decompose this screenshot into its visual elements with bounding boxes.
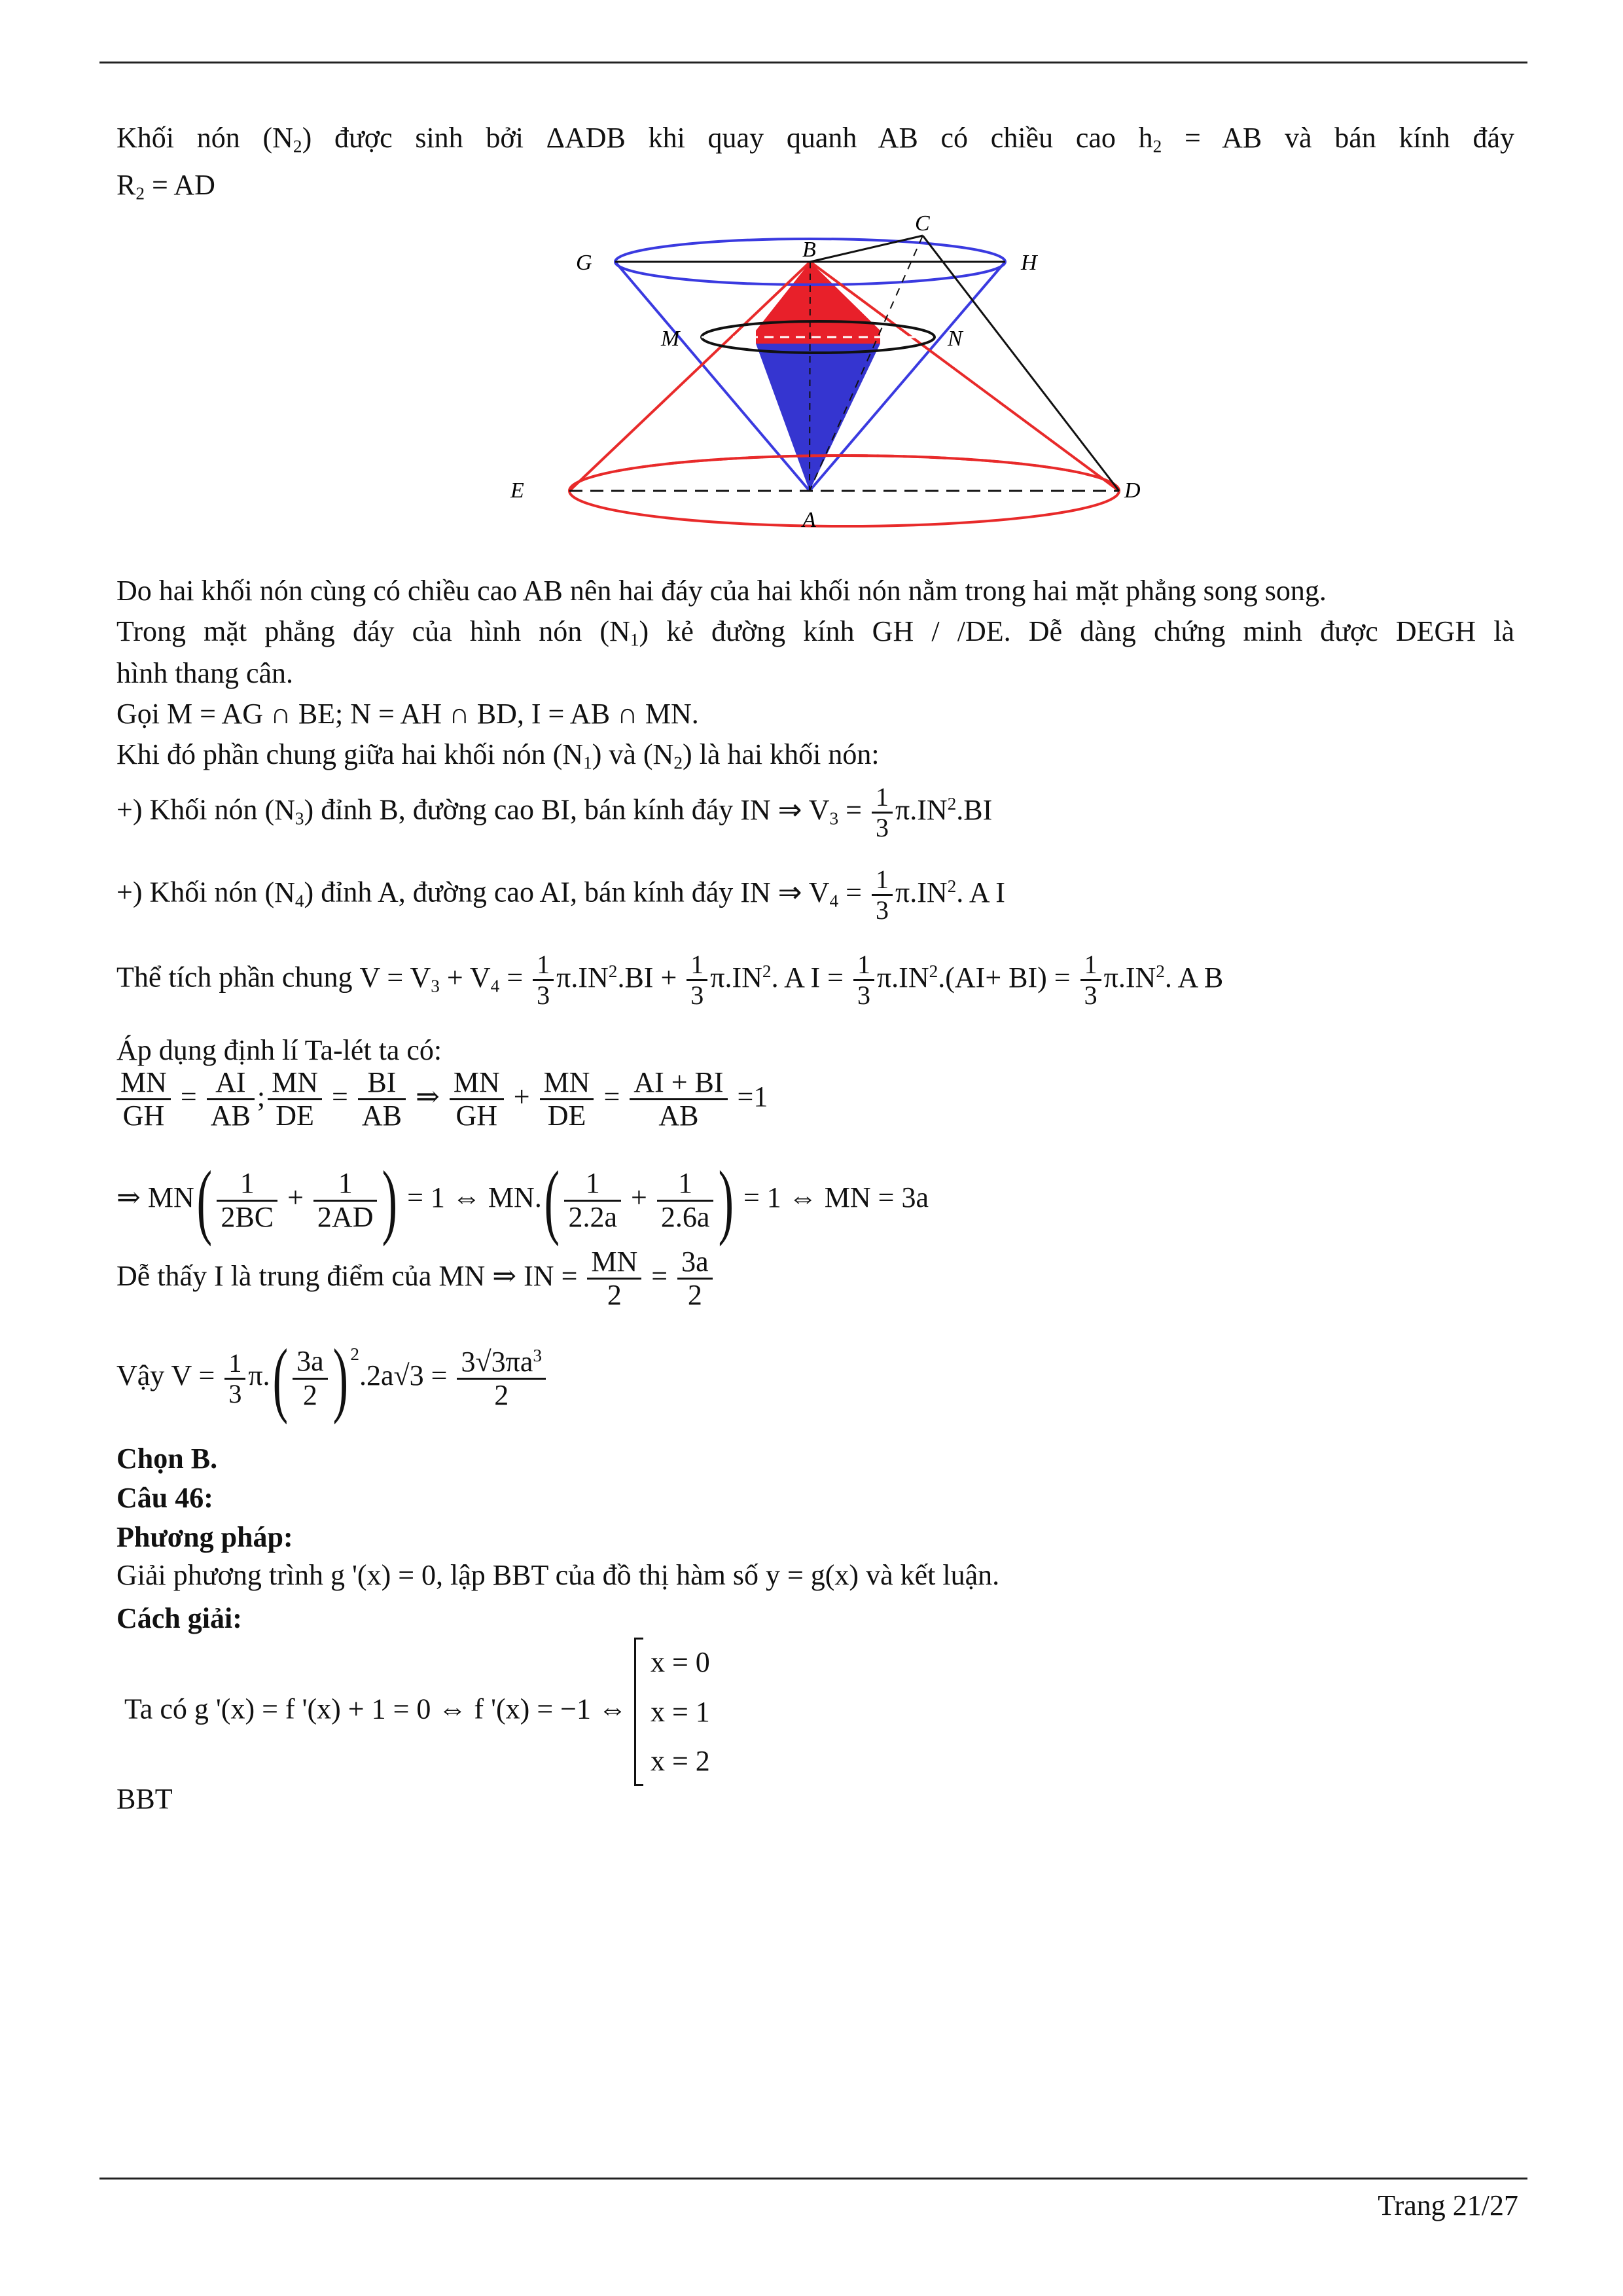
label-a: A xyxy=(802,508,816,532)
label-m: M xyxy=(661,327,680,351)
footer-rule xyxy=(99,2178,1527,2179)
paragraph-diameter: Trong mặt phẳng đáy của hình nón $(N_1)$ kẻ đường kính GH / /DE. Dễ dàng chứng minh được DEGH là xyxy=(116,615,1515,650)
paragraph-intersections: Gọi M = AG ∩ BE; N = AH ∩ BD, I = AB ∩ MN. xyxy=(116,698,699,730)
paragraph-volume-formula: Thể tích phần chung $V = V_3 + V_4$ = $\frac{1}{3}$ $\pi.IN^2.BI$ + $\frac{1}{3}$ $\pi.IN^2$. A I = $\frac{1}{3}$ $\pi.IN^2.(AI+ BI)$ = $\frac{1}{3}$ $\pi.IN^2$. A B xyxy=(116,950,1224,1010)
double-cone-figure xyxy=(497,211,1141,556)
paragraph-parallel-bases: Do hai khối nón cùng có chiều cao AB nên hai đáy của hai khối nón nằm trong hai mặt phẳng song song. xyxy=(116,575,1327,607)
fraction-one-third: $\frac{1}{3}$ xyxy=(872,865,893,925)
paragraph-cone-n2: Khối nón $(N_2)$ được sinh bởi ΔADB khi quay quanh AB có chiều cao $h_2$ = AB và bán kính đáy xyxy=(116,122,1515,156)
label-b: B xyxy=(802,238,816,262)
answer-choice: Chọn B. xyxy=(116,1443,218,1475)
fraction-one-third: $\frac{1}{3}$ xyxy=(1080,950,1101,1010)
fraction-one-third: $\frac{1}{3}$ xyxy=(533,950,554,1010)
label-d: D xyxy=(1124,478,1141,503)
equation-solve-mn: ⇒ MN( $\frac{1}{2BC}$ + $\frac{1}{2AD}$ ) = 1 ⇔ MN.( $\frac{1}{2.2a}$ + $\frac{1}{2.6a}$ ) = 1 ⇔ MN = 3a xyxy=(116,1154,929,1247)
fraction-one-third: $\frac{1}{3}$ xyxy=(853,950,874,1010)
label-g: G xyxy=(576,251,592,275)
paragraph-method: Giải phương trình g '(x) = 0, lập BBT của đồ thị hàm số y = g(x) và kết luận. xyxy=(116,1559,1000,1591)
label-h: H xyxy=(1021,251,1037,275)
paragraph-common-part: Khi đó phần chung giữa hai khối nón $(N_1)$ và $(N_2)$ là hai khối nón: xyxy=(116,738,880,773)
paragraph-radius: $R_2$ = AD xyxy=(116,169,215,204)
label-n: N xyxy=(948,327,963,351)
method-heading: Phương pháp: xyxy=(116,1521,293,1553)
paragraph-final-volume: Vậy V = $\frac{1}{3}$ π.( $\frac{3a}{2}$ ) $^2$.2a√3 = $\frac{3√3\pi a^3}{2}$ xyxy=(116,1336,548,1420)
paragraph-cone-n3: +) Khối nón $(N_3)$ đỉnh B, đường cao BI, bán kính đáy IN ⇒ $V_3$ = $\frac{1}{3}$ $\pi.IN^2.BI$ xyxy=(116,782,993,842)
header-rule xyxy=(99,62,1527,63)
solution-cases: x = 0 x = 1 x = 2 xyxy=(634,1638,710,1786)
solution-heading: Cách giải: xyxy=(116,1602,242,1634)
fraction-one-third: $\frac{1}{3}$ xyxy=(872,783,893,842)
red-cone-region xyxy=(756,262,880,344)
label-e: E xyxy=(510,478,524,503)
bbt-label: BBT xyxy=(116,1783,173,1815)
equation-derivative: Ta có g '(x) = f '(x) + 1 = 0 ⇔ f '(x) = −1 ⇔ x = 0 x = 1 x = 2 xyxy=(124,1638,710,1786)
paragraph-trapezoid: hình thang cân. xyxy=(116,657,294,689)
paragraph-cone-n4: +) Khối nón $(N_4)$ đỉnh A, đường cao AI, bán kính đáy IN ⇒ $V_4$ = $\frac{1}{3}$ $\pi.IN^2$. A I xyxy=(116,865,1005,925)
blue-cone-region xyxy=(756,344,880,491)
label-c: C xyxy=(915,211,930,236)
equation-thales-ratios: $\frac{MN}{GH}$ = $\frac{AI}{AB}$ ; $\frac{MN}{DE}$ = $\frac{BI}{AB}$ ⇒ $\frac{MN}{GH}$ + $\frac{MN}{DE}$ = $\frac{AI + BI}{AB}$ =1 xyxy=(114,1067,768,1132)
fraction-one-third: $\frac{1}{3}$ xyxy=(687,950,707,1010)
paragraph-thales: Áp dụng định lí Ta-lét ta có: xyxy=(116,1034,442,1066)
question-number: Câu 46: xyxy=(116,1482,213,1514)
paragraph-midpoint: Dễ thấy I là trung điểm của MN ⇒ IN = $\frac{MN}{2}$ = $\frac{3a}{2}$ xyxy=(116,1246,715,1312)
page-number: Trang 21/27 xyxy=(1378,2189,1518,2221)
